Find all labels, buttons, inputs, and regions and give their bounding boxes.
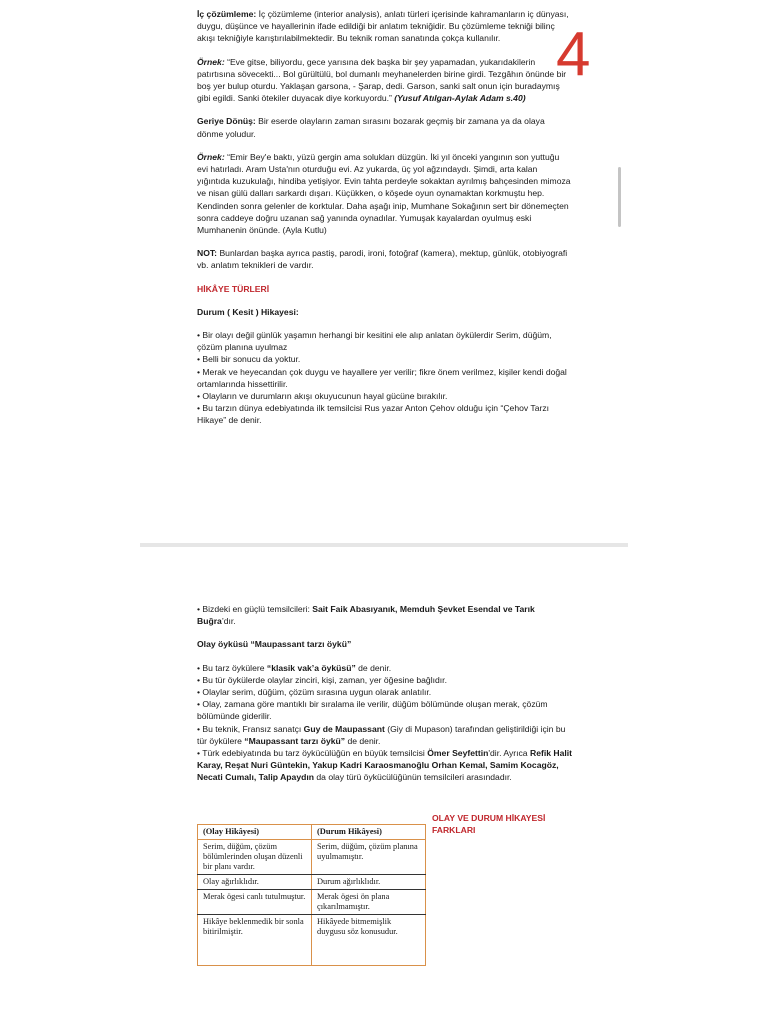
term-label: Geriye Dönüş: — [197, 116, 256, 127]
comparison-table — [197, 824, 426, 966]
table-row — [198, 915, 426, 966]
paragraph-text: “Emir Bey'e baktı, yüzü gergin ama solukları düzgün. İki yıl önceki yangının son yuttuğu evi hatırladı. Aram Usta'nın oturduğu evi. Az yukarda, üç yol ağzındaydı. Şimdi, arta kalan yığıntıda kuzukulağı, hindiba yetişiyor. Evin tahta perdeyle sokaktan ayrılmış bahçesinden mimoza ve nisan gülü dalları sarkardı dışarı. Küçükken, o köşede oyun oynamaktan korkmuştu hep. Kendinden sonra gelenler de korktular. Daha aşağı inip, Mumhane Sokağının sert bir dönemeçten sonra caddeye doğru uzanan sağ yanında oynadılar. Yumuşak kayalardan oyulmuş eski Mumhanenin önünde. (Ayla Kutlu) — [197, 151, 571, 236]
section-heading: HİKÂYE TÜRLERİ — [197, 283, 270, 294]
paragraph-example-1 — [197, 56, 572, 105]
page-number-marker: 4 — [556, 20, 591, 89]
list-item — [197, 662, 572, 674]
paragraph-text: “Eve gitse, biliyordu, gece yarısına dek başka bir şey yapamadan, yukarıdakilerin patırtısına sövecekti... Bol gürültülü, bol dumanlı meyhanelerden birine girdi. Tezgâhın önünde bir boş yer bulup oturdu. Yaklaşan garsona, - Şarap, dedi. Garson, sanki salt onun için buradaymış gibi egildi. Sanki ötekiler duyacak diye korkuyordu.” — [197, 56, 567, 104]
list-item — [197, 723, 572, 747]
column-header: (Olay Hikâyesi) — [198, 825, 312, 840]
column-header: (Durum Hikâyesi) — [312, 825, 426, 840]
bullet-list — [197, 662, 572, 784]
text-fragment: • Bu teknik, Fransız sanatçı — [197, 723, 304, 734]
sub-heading: Olay öyküsü “Maupassant tarzı öykü” — [197, 639, 352, 650]
table-header-row — [198, 825, 426, 840]
list-item: • Olay, zamana göre mantıklı bir sıralama ile verilir, düğüm bölümünde oluşan merak, çözüm bölümünde giderilir. — [197, 699, 548, 722]
bullet-list — [197, 329, 572, 427]
list-item — [197, 747, 572, 784]
text-fragment: • Bu tarz öykülere — [197, 662, 267, 673]
paragraph-text: İç çözümleme (interior analysis), anlatı türleri içerisinde kahramanların iç dünyası, duygu, düşünce ve hayallerinin ifade edildiği bir anlatım tekniğidir. Bu çözümleme tekniği bilinç akışı tekniğiyle karıştırılabilmektedir. Bu teknik roman sanatında çokça kullanılır. — [197, 9, 569, 44]
term-label: İç çözümleme: — [197, 9, 257, 19]
text-fragment: de denir. — [345, 735, 381, 746]
paragraph-note — [197, 247, 572, 271]
scrollbar-thumb[interactable] — [618, 167, 621, 227]
text-fragment: • Türk edebiyatında bu tarz öykücülüğün en büyük temsilcisi — [197, 748, 428, 759]
paragraph-interior-analysis — [197, 8, 572, 45]
paragraph-text: Bir eserde olayların zaman sırasını bozarak geçmiş bir zamana ya da olaya dönme yoludur. — [197, 116, 545, 139]
bold-term: Ömer Seyfettin — [427, 748, 489, 759]
source-citation: (Yusuf Atılgan-Aylak Adam s.40) — [394, 93, 526, 104]
text-fragment: 'dir. Ayrıca — [488, 748, 530, 759]
paragraph-example-2 — [197, 151, 572, 236]
author-names: Sait Faik Abasıyanık, Memduh Şevket Esendal ve Tarık Buğra — [197, 604, 535, 627]
text-fragment: • Bizdeki en güçlü temsilcileri: — [197, 604, 313, 614]
document-page-2 — [197, 603, 572, 784]
list-item: • Bu tarzın dünya edebiyatında ilk temsilcisi Rus yazar Anton Çehov olduğu için “Çehov Tarzı Hikaye” de denir. — [197, 403, 550, 426]
list-item: • Olayların ve durumların akışı okuyucunun hayal gücüne bırakılır. — [197, 391, 448, 402]
text-fragment: de denir. — [355, 662, 392, 673]
bold-term: “klasik vak’a öyküsü” — [266, 662, 356, 673]
example-label: Örnek: — [197, 56, 225, 67]
text-fragment: da olay türü öykücülüğünün temsilcileri arasındadır. — [314, 772, 512, 783]
term-label: NOT: — [197, 248, 218, 259]
example-label: Örnek: — [197, 151, 225, 162]
table-cell: Merak ögesi canlı tutulmuştur. — [198, 890, 312, 915]
table-cell: Olay ağırlıklıdır. — [198, 875, 312, 890]
table-cell: Serim, düğüm, çözüm bölümlerinden oluşan düzenli bir planı vardır. — [198, 840, 312, 875]
list-item: • Merak ve heyecandan çok duygu ve hayallere yer verilir; fikre önem verilmez, kişiler kendi doğal ortamlarında hissettirilir. — [197, 366, 567, 389]
sub-heading: Durum ( Kesit ) Hikayesi: — [197, 306, 299, 317]
table-row — [198, 840, 426, 875]
list-item: • Olaylar serim, düğüm, çözüm sırasına uygun olarak anlatılır. — [197, 687, 432, 698]
table-cell: Serim, düğüm, çözüm planına uyulmamıştır. — [312, 840, 426, 875]
author-names: Refik Halit Karay, Reşat Nuri Güntekin, Yakup Kadri Karaosmanoğlu Orhan Kemal, Samim Kocagöz, Necati Cumalı, Talip Apaydın — [197, 748, 573, 783]
paragraph-flashback — [197, 115, 572, 139]
table-cell: Hikâyede bitmemişlik duygusu söz konusudur. — [312, 915, 426, 966]
list-item: • Belli bir sonucu da yoktur. — [197, 354, 301, 365]
table-cell: Hikâye beklenmedik bir sonla bitirilmiştir. — [198, 915, 312, 966]
page-divider — [140, 543, 628, 547]
paragraph-representatives — [197, 603, 572, 627]
document-page-1 — [197, 8, 572, 427]
bold-term: Guy de Maupassant — [303, 723, 385, 734]
comparison-title: OLAY VE DURUM HİKAYESİ FARKLARI — [432, 813, 546, 835]
paragraph-text: Bunlardan başka ayrıca pastiş, parodi, ironi, fotoğraf (kamera), mektup, günlük, otobiyografi vb. anlatım teknikleri de vardır. — [197, 248, 568, 271]
list-item: • Bir olayı değil günlük yaşamın herhangi bir kesitini ele alıp anlatan öykülerdir Serim, düğüm, çözüm planına uyulmaz — [197, 330, 552, 353]
table-row — [198, 875, 426, 890]
table-cell: Merak ögesi ön plana çıkarılmamıştır. — [312, 890, 426, 915]
list-item: • Bu tür öykülerde olaylar zinciri, kişi, zaman, yer öğesine bağlıdır. — [197, 674, 447, 685]
table-row — [198, 890, 426, 915]
bold-term: “Maupassant tarzı öykü” — [244, 735, 346, 746]
text-fragment: (Giy di Mupason) tarafından geliştirildiği için bu tür öykülere — [197, 723, 566, 746]
table-cell: Durum ağırlıklıdır. — [312, 875, 426, 890]
text-fragment: ’dır. — [221, 616, 236, 627]
